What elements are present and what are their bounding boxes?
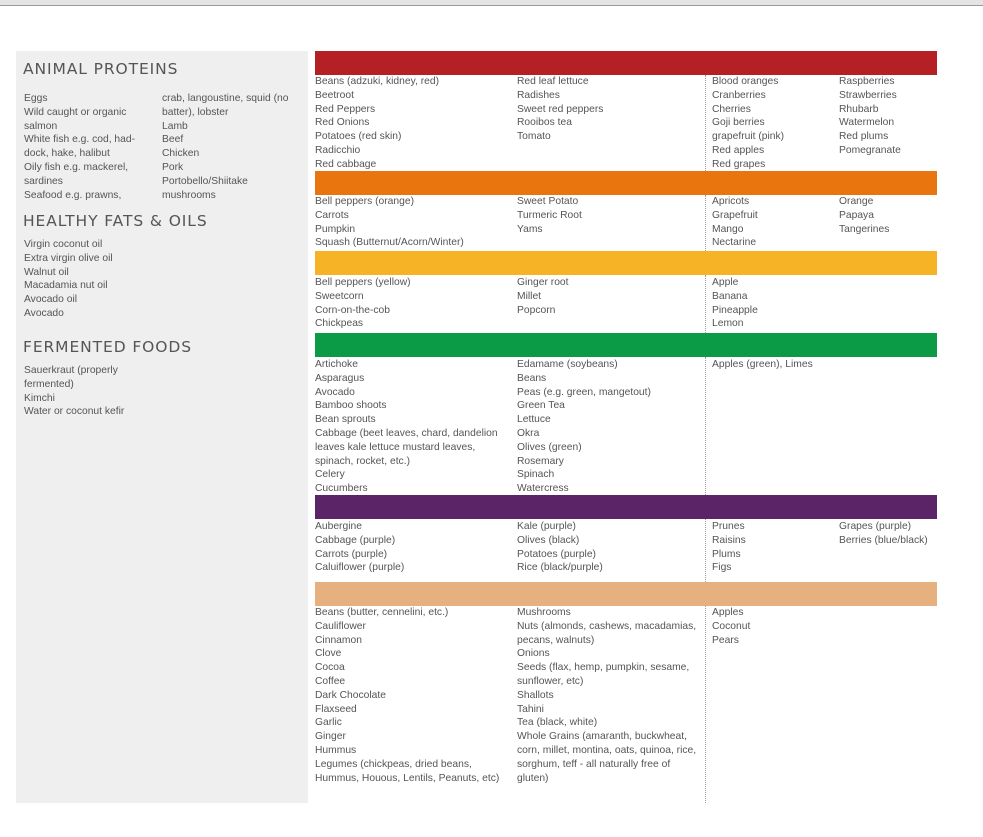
list-item: Walnut oil	[24, 266, 69, 278]
red-list-3	[712, 75, 836, 172]
list-item: Bean sprouts	[315, 414, 376, 426]
color-band-green	[315, 333, 937, 357]
list-item: Kimchi	[24, 392, 55, 404]
orange-list-2	[517, 195, 703, 236]
list-item: Rosemary	[517, 455, 564, 467]
column-divider	[705, 357, 706, 495]
list-item: Orange	[839, 196, 874, 207]
orange-list-1	[315, 195, 515, 250]
list-item: Popcorn	[517, 304, 556, 316]
list-item: Cabbage (purple)	[315, 534, 396, 546]
list-item: Cauliflower	[315, 620, 366, 632]
color-food-table	[315, 51, 937, 803]
list-item: Tea (black, white)	[517, 717, 598, 729]
list-item: Sweetcorn	[315, 290, 364, 302]
list-item: Apple	[712, 277, 739, 288]
sidebar	[16, 51, 308, 803]
list-item: Sweet red peppers	[517, 103, 604, 115]
list-item: Pears	[712, 634, 739, 646]
list-item: Plums	[712, 548, 741, 560]
list-item: Dark Chocolate	[315, 689, 386, 701]
list-item: Water or coconut kefir	[24, 406, 125, 418]
list-item: Turmeric Root	[517, 209, 582, 221]
list-item: Whole Grains (amaranth, buckwheat, corn, millet, montina, oats, quinoa, rice, sorghum, teff - all naturally free of gluten)	[517, 731, 697, 784]
list-item: Peas (e.g. green, mangetout)	[517, 386, 651, 398]
yellow-list-3	[712, 276, 836, 331]
list-item: Avocado	[315, 386, 355, 398]
list-item: Pomegranate	[839, 144, 901, 156]
list-item: Cocoa	[315, 662, 345, 674]
color-band-tan	[315, 582, 937, 606]
list-item: Carrots (purple)	[315, 548, 388, 560]
purple-list-4	[839, 520, 937, 548]
list-item: Corn-on-the-cob	[315, 304, 390, 316]
list-item: Potatoes (purple)	[517, 548, 596, 560]
purple-list-1	[315, 520, 515, 575]
list-item: Seafood e.g. prawns,	[24, 189, 122, 201]
list-item: Beans (adzuki, kidney, red)	[315, 76, 440, 87]
list-item: Apples	[712, 607, 744, 618]
list-item: Extra virgin olive oil	[24, 252, 113, 264]
list-item: Carrots	[315, 209, 349, 221]
list-item: Squash (Butternut/Acorn/Winter)	[315, 237, 464, 249]
red-list-1	[315, 75, 515, 172]
list-item: Beans (butter, cennelini, etc.)	[315, 607, 449, 618]
list-item: Virgin coconut oil	[24, 239, 103, 250]
list-item: Shallots	[517, 689, 554, 701]
list-item: Clove	[315, 648, 342, 660]
list-item: Millet	[517, 290, 542, 302]
list-item: Spinach	[517, 469, 555, 481]
list-item: Rooibos tea	[517, 117, 572, 129]
list-item: Garlic	[315, 717, 342, 729]
list-item: Strawberries	[839, 89, 897, 101]
tan-list-2	[517, 606, 703, 785]
list-item: Yams	[517, 223, 543, 235]
list-item: Avocado	[24, 307, 64, 319]
list-item: Blood oranges	[712, 76, 779, 87]
column-divider	[705, 519, 706, 582]
list-item: Flaxseed	[315, 703, 357, 715]
list-item: Red grapes	[712, 158, 766, 170]
color-band-purple	[315, 495, 937, 519]
list-item: Onions	[517, 648, 550, 660]
list-item: Red Peppers	[315, 103, 376, 115]
heading-animal-proteins: ANIMAL PROTEINS	[23, 60, 179, 78]
list-item: Red leaf lettuce	[517, 76, 589, 87]
red-list-2	[517, 75, 703, 144]
list-item: Papaya	[839, 209, 874, 221]
list-item: Aubergine	[315, 521, 362, 532]
list-item: Artichoke	[315, 359, 358, 370]
green-list-2	[517, 358, 703, 496]
list-item: Grapes (purple)	[839, 521, 912, 532]
list-item: Radicchio	[315, 144, 361, 156]
list-item: Hummus	[315, 744, 357, 756]
list-item: Coffee	[315, 675, 346, 687]
column-divider	[705, 606, 706, 803]
list-item: Asparagus	[315, 372, 365, 384]
animal-proteins-list-2	[162, 92, 298, 202]
list-item: Seeds (flax, hemp, pumpkin, sesame, sunflower, etc)	[517, 662, 690, 687]
list-item: Cinnamon	[315, 634, 362, 646]
list-item: Nuts (almonds, cashews, macadamias, pecans, walnuts)	[517, 620, 697, 646]
list-item: Coconut	[712, 620, 751, 632]
list-item: Eggs	[24, 93, 48, 104]
list-item: Berries (blue/black)	[839, 534, 928, 546]
color-band-orange	[315, 171, 937, 195]
list-item: Goji berries	[712, 117, 765, 129]
heading-fermented-foods: FERMENTED FOODS	[23, 338, 192, 356]
list-item: Lamb	[162, 120, 188, 132]
fermented-foods-list	[24, 364, 144, 419]
list-item: Pineapple	[712, 304, 758, 316]
list-item: White fish e.g. cod, had-dock, hake, halibut	[24, 134, 136, 160]
list-item: Pumpkin	[315, 223, 356, 235]
list-item: grapefruit (pink)	[712, 131, 785, 143]
list-item: Ginger root	[517, 277, 569, 288]
list-item: Red Onions	[315, 117, 370, 129]
list-item: Rhubarb	[839, 103, 879, 115]
yellow-list-2	[517, 276, 703, 317]
purple-list-2	[517, 520, 703, 575]
top-rule	[0, 0, 983, 6]
orange-list-3	[712, 195, 836, 250]
green-list-1	[315, 358, 505, 496]
list-item: Red apples	[712, 144, 765, 156]
list-item: Figs	[712, 562, 732, 574]
list-item: Mushrooms	[517, 607, 571, 618]
list-item: Apples (green), Limes	[712, 359, 813, 370]
list-item: crab, langoustine, squid (no batter), lobster	[162, 93, 289, 118]
list-item: Apricots	[712, 196, 750, 207]
animal-proteins-list-1	[24, 92, 158, 202]
list-item: Cherries	[712, 103, 751, 115]
list-item: Raisins	[712, 534, 746, 546]
list-item: Beetroot	[315, 89, 354, 101]
column-divider	[705, 75, 706, 171]
list-item: Legumes (chickpeas, dried beans, Hummus, Houous, Lentils, Peanuts, etc)	[315, 758, 500, 784]
list-item: Watercress	[517, 483, 569, 495]
list-item: Banana	[712, 290, 748, 302]
column-divider	[705, 275, 706, 333]
list-item: Edamame (soybeans)	[517, 359, 618, 370]
list-item: Raspberries	[839, 76, 895, 87]
list-item: Pork	[162, 161, 184, 173]
list-item: Cucumbers	[315, 483, 368, 495]
list-item: Cabbage (beet leaves, chard, dandelion leaves kale lettuce mustard leaves, spinach, rocket, etc.)	[315, 427, 498, 467]
list-item: Red cabbage	[315, 158, 377, 170]
green-list-3	[712, 358, 912, 372]
list-item: Cranberries	[712, 89, 766, 101]
tan-list-3	[712, 606, 836, 647]
list-item: Macadamia nut oil	[24, 280, 108, 292]
list-item: Watermelon	[839, 117, 895, 129]
list-item: Lemon	[712, 318, 744, 330]
list-item: Lettuce	[517, 414, 551, 426]
list-item: Tomato	[517, 131, 551, 143]
list-item: Tahini	[517, 703, 544, 715]
list-item: Chickpeas	[315, 318, 364, 330]
list-item: Sauerkraut (properly fermented)	[24, 365, 118, 390]
purple-list-3	[712, 520, 836, 575]
list-item: Chicken	[162, 148, 200, 160]
list-item: Rice (black/purple)	[517, 562, 603, 574]
healthy-fats-oils-list	[24, 238, 224, 321]
list-item: Celery	[315, 469, 345, 481]
list-item: Nectarine	[712, 237, 757, 249]
list-item: Green Tea	[517, 400, 565, 412]
list-item: Prunes	[712, 521, 745, 532]
list-item: Radishes	[517, 89, 560, 101]
list-item: Oily fish e.g. mackerel, sardines	[24, 161, 129, 187]
list-item: Ginger	[315, 731, 346, 743]
list-item: Wild caught or organic salmon	[24, 106, 127, 132]
list-item: Red plums	[839, 131, 889, 143]
list-item: Avocado oil	[24, 294, 78, 306]
yellow-list-1	[315, 276, 515, 331]
heading-healthy-fats-oils: HEALTHY FATS & OILS	[23, 212, 208, 230]
list-item: Mango	[712, 223, 744, 235]
list-item: Caluiflower (purple)	[315, 562, 405, 574]
list-item: Bell peppers (orange)	[315, 196, 415, 207]
tan-list-1	[315, 606, 507, 785]
list-item: Grapefruit	[712, 209, 758, 221]
orange-list-4	[839, 195, 937, 236]
list-item: Okra	[517, 427, 540, 439]
list-item: Olives (green)	[517, 441, 582, 453]
list-item: Bell peppers (yellow)	[315, 277, 411, 288]
red-list-4	[839, 75, 937, 158]
list-item: Tangerines	[839, 223, 890, 235]
list-item: Sweet Potato	[517, 196, 579, 207]
list-item: Kale (purple)	[517, 521, 576, 532]
list-item: Portobello/Shiitake mushrooms	[162, 175, 248, 201]
list-item: Beans	[517, 372, 547, 384]
list-item: Olives (black)	[517, 534, 580, 546]
color-band-yellow	[315, 251, 937, 275]
list-item: Bamboo shoots	[315, 400, 387, 412]
color-band-red	[315, 51, 937, 75]
list-item: Potatoes (red skin)	[315, 131, 402, 143]
column-divider	[705, 195, 706, 251]
list-item: Beef	[162, 134, 184, 146]
